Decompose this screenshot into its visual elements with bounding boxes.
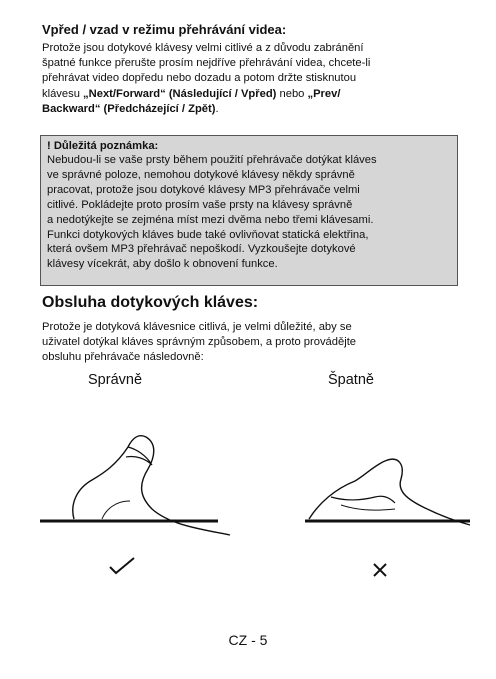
- note-body: [47, 153, 451, 272]
- note-line: pracovat, protože jsou dotykové klávesy MP3 přehrávače velmi: [47, 183, 360, 196]
- paragraph-line: přehrávat video dopředu nebo dozadu a potom držte stisknutou: [42, 72, 357, 85]
- page-number: CZ - 5: [228, 632, 268, 648]
- next-forward-key-label: „Next/Forward“ (Následující / Vpřed): [83, 87, 277, 100]
- paragraph-line: obsluhu přehrávače následovně:: [42, 351, 204, 364]
- section-heading-video-seek: Vpřed / vzad v režimu přehrávání videa:: [42, 22, 287, 37]
- backward-key-label: Backward“ (Předcházející / Zpět): [42, 102, 216, 115]
- paragraph-line: Protože je dotyková klávesnice citlivá, je velmi důležité, aby se: [42, 321, 352, 333]
- note-line: ve správné poloze, nemohou dotykové klávesy někdy správně: [47, 168, 355, 181]
- wrong-finger-illustration: [305, 425, 475, 535]
- x-mark-icon: [372, 562, 388, 578]
- finger-outline: [309, 459, 470, 525]
- correct-finger-illustration: [40, 425, 240, 535]
- note-line: a nedotýkejte se zejména míst mezi dvěma nebo třemi klávesami.: [47, 213, 374, 226]
- note-line: Nebudou-li se vaše prsty během použití přehrávače dotýkat kláves: [47, 154, 377, 166]
- fingernail-outline: [126, 447, 152, 465]
- checkmark-icon: [108, 556, 136, 576]
- paragraph-text: .: [215, 102, 219, 115]
- paragraph-text: nebo: [276, 87, 308, 100]
- section-heading-touch-keys: Obsluha dotykových kláves:: [42, 294, 259, 311]
- note-line: Funkci dotykových kláves bude také ovlivňovat statická elektřina,: [47, 228, 369, 241]
- prev-key-label: „Prev/: [307, 87, 341, 100]
- paragraph-line: [42, 102, 462, 117]
- paragraph-line: špatné funkce přerušte prosím nejdříve přehrávání videa, chcete-li: [42, 57, 371, 70]
- paragraph-text: klávesu: [42, 87, 84, 100]
- touch-keys-paragraph: [42, 320, 462, 366]
- paragraph-line: [42, 87, 462, 102]
- paragraph-line: uživatel dotýkal kláves správným způsobem, a proto provádějte: [42, 336, 357, 349]
- paragraph-line: Protože jsou dotykové klávesy velmi citlivé a z důvodu zabránění: [42, 42, 364, 54]
- correct-caption: Správně: [88, 372, 143, 388]
- note-line: klávesy vícekrát, aby došlo k obnovení funkce.: [47, 258, 278, 271]
- note-title: ! Důležitá poznámka:: [47, 140, 159, 152]
- fingernail-outline: [331, 496, 395, 503]
- finger-inner-line: [341, 505, 395, 510]
- video-seek-paragraph: [42, 41, 462, 117]
- finger-inner-line: [102, 501, 130, 519]
- wrong-caption: Špatně: [328, 372, 374, 388]
- important-note-box: [40, 135, 458, 286]
- note-line: která ovšem MP3 přehrávač nepoškodí. Vyzkoušejte dotykové: [47, 243, 356, 256]
- note-line: citlivé. Pokládejte proto prosím vaše prsty na klávesy správně: [47, 198, 353, 211]
